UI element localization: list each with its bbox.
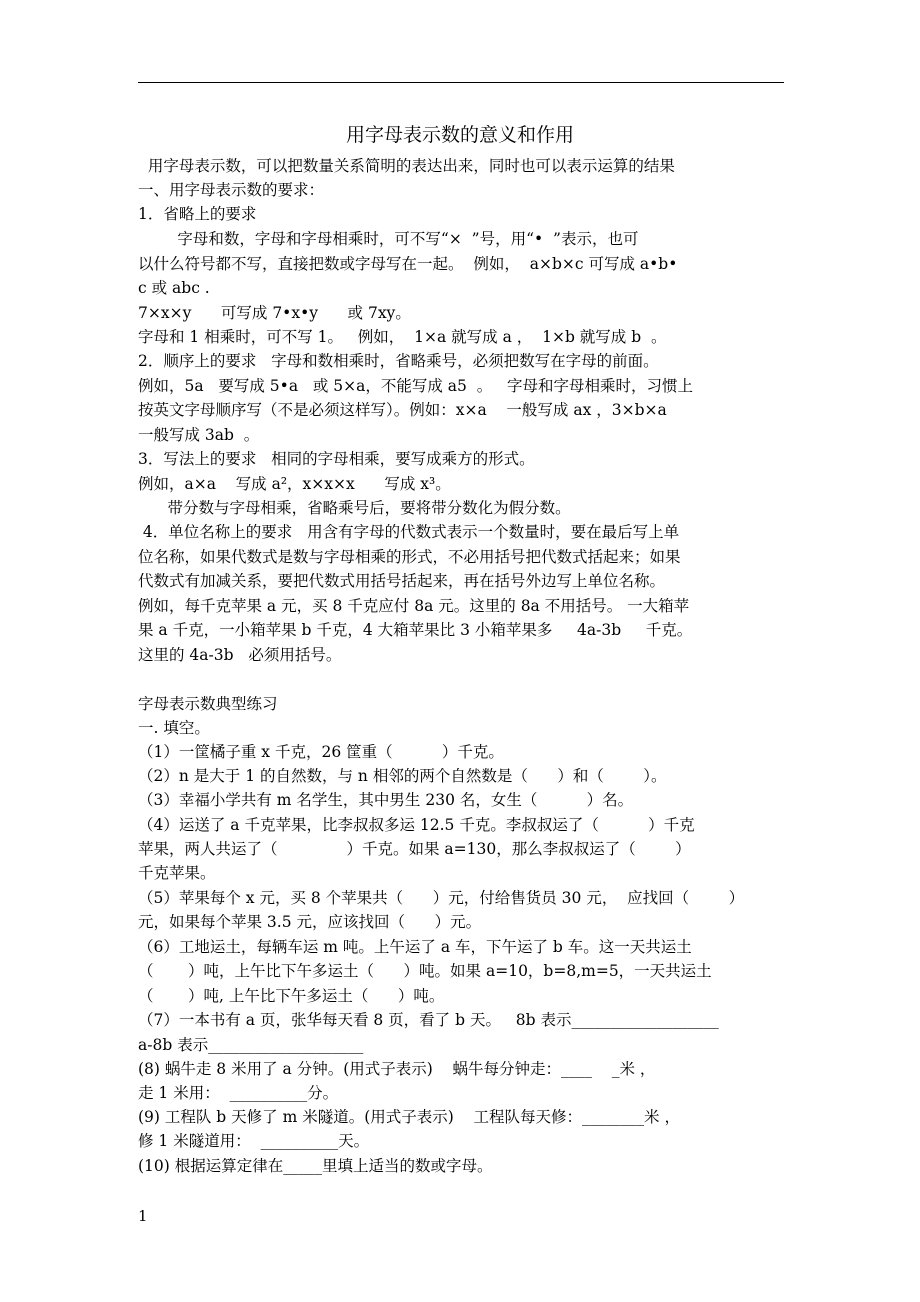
text-line: 3．写法上的要求 相同的字母相乘，要写成乘方的形式。 [138,450,535,468]
text-line: (10) 根据运算定律在_____里填上适当的数或字母。 [138,1157,493,1175]
text-line: 例如，5a 要写成 5•a 或 5×a，不能写成 a5 。 字母和字母相乘时，习惯上 [138,377,694,395]
text-line: 7×x×y 可写成 7•x•y 或 7xy。 [138,304,411,322]
text-line: a-8b 表示____________________ [138,1036,364,1054]
text-line: 苹果，两人共运了（ ）千克。如果 a=130，那么李叔叔运了（ ） [138,840,691,858]
text-line: 一、用字母表示数的要求： [138,181,325,199]
text-line: 千克苹果。 [138,864,216,882]
text-line: (8) 蜗牛走 8 米用了 a 分钟。(用式子表示) 蜗牛每分钟走：____ _米 ， [138,1060,656,1078]
text-line: （2）n 是大于 1 的自然数，与 n 相邻的两个自然数是（ ）和（ ）。 [138,767,667,785]
text-line: 代数式有加减关系，要把代数式用括号括起来，再在括号外边写上单位名称。 [138,572,666,590]
text-line: 位名称，如果代数式是数与字母相乘的形式，不必用括号把代数式括起来；如果 [138,548,681,566]
text-line: 字母表示数典型练习 [138,695,278,713]
text-line: 例如，每千克苹果 a 元，买 8 千克应付 8a 元。这里的 8a 不用括号。 一大箱苹 [138,597,690,615]
text-line: 按英文字母顺序写（不是必须这样写）。例如：x×a 一般写成 ax ，3×b×a [138,401,667,419]
header-rule [138,82,784,83]
text-line: (9) 工程队 b 天修了 m 米隧道。(用式子表示) 工程队每天修：________米 ， [138,1108,680,1126]
page-number: 1 [138,1207,148,1225]
text-line: 用字母表示数，可以把数量关系简明的表达出来，同时也可以表示运算的结果 [138,157,675,175]
text-line: （1）一筐橘子重 x 千克，26 筐重（ ）千克。 [138,743,504,761]
text-line: 1．省略上的要求 [138,205,257,223]
text-line: c 或 abc . [138,279,210,297]
text-line: （5）苹果每个 x 元，买 8 个苹果共（ ）元，付给售货员 30 元， 应找回（ ） [138,889,745,907]
text-line: 走 1 米用： __________分。 [138,1084,339,1102]
text-line: 带分数与字母相乘，省略乘号后，要将带分数化为假分数。 [138,499,571,517]
text-line: （4）运送了 a 千克苹果，比李叔叔多运 12.5 千克。李叔叔运了（ ）千克 [138,816,695,834]
text-line: 字母和 1 相乘时，可不写 1。 例如， 1×a 就写成 a ， 1×b 就写成 b 。 [138,328,667,346]
text-line: 修 1 米隧道用： __________天。 [138,1132,370,1150]
text-line: 元，如果每个苹果 3.5 元，应该找回（ ）元。 [138,913,482,931]
text-line: 果 a 千克，一小箱苹果 b 千克，4 大箱苹果比 3 小箱苹果多 4a-3b 千克。 [138,621,693,639]
text-line: 例如，a×a 写成 a²，x×x×x 写成 x³。 [138,475,451,493]
text-line: （7）一本书有 a 页，张华每天看 8 页，看了 b 天。 8b 表示___________________ [138,1011,719,1029]
text-line: 一. 填空。 [138,719,210,737]
text-line: （3）幸福小学共有 m 名学生，其中男生 230 名，女生（ ）名。 [138,791,634,809]
text-line: 字母和数，字母和字母相乘时，可不写“× ”号，用“• ”表示，也可 [138,230,639,248]
text-line: （ ）吨，上午比下午多运土（ ）吨。如果 a=10，b=8,m=5，一天共运土 [138,962,712,980]
text-line: （ ）吨, 上午比下午多运土（ ）吨。 [138,987,445,1005]
text-line: 以什么符号都不写，直接把数或字母写在一起。 例如， a×b×c 可写成 a•b• [138,255,678,273]
text-line: 2．顺序上的要求 字母和数相乘时，省略乘号，必须把数写在字母的前面。 [138,352,659,370]
text-line: （6）工地运土，每辆车运 m 吨。上午运了 a 车，下午运了 b 车。这一天共运土 [138,938,692,956]
text-line: 一般写成 3ab 。 [138,426,260,444]
page-title: 用字母表示数的意义和作用 [345,124,574,146]
text-line: 这里的 4a-3b 必须用括号。 [138,646,342,664]
text-line: 4．单位名称上的要求 用含有字母的代数式表示一个数量时，要在最后写上单 [138,523,680,541]
